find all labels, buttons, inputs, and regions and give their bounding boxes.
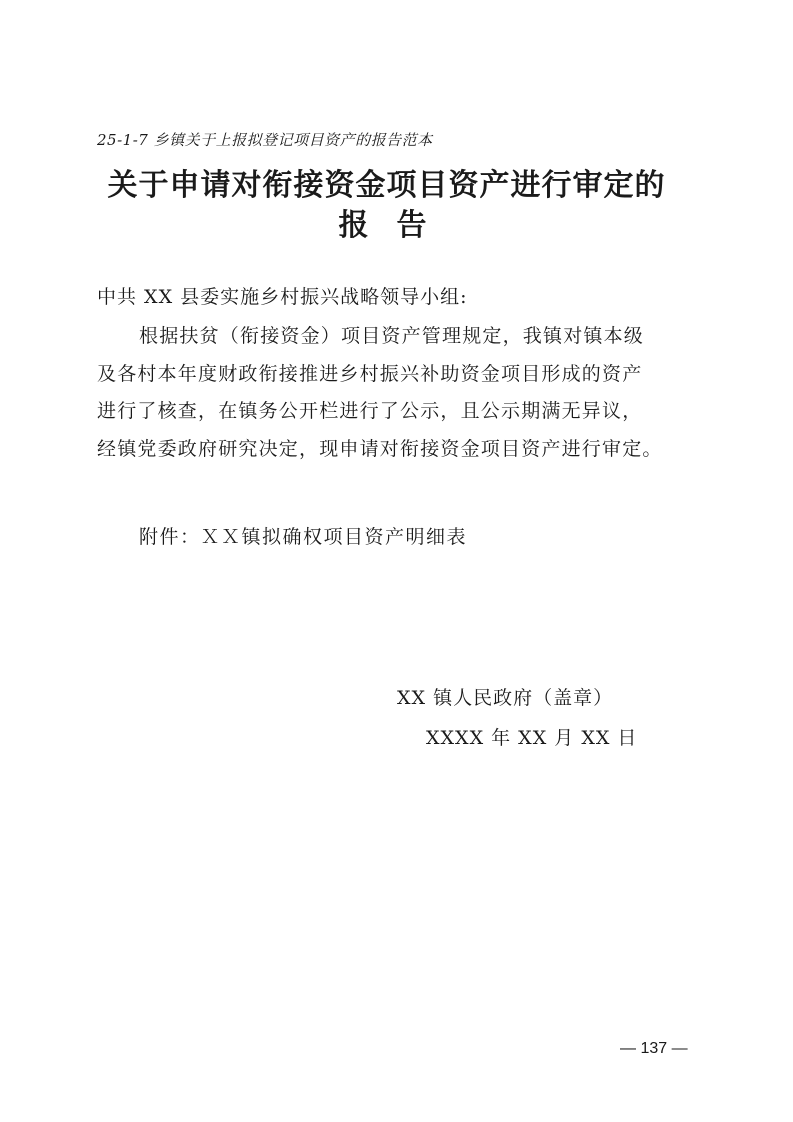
page-number: — 137 — [620,1040,688,1057]
signature-organization: XX 镇人民政府（盖章） [397,687,614,709]
body-line-3: 进行了核查，在镇务公开栏进行了公示，且公示期满无异议， [97,400,643,422]
signature-date: XXXX 年 XX 月 XX 日 [426,727,638,749]
section-label: 25-1-7 乡镇关于上报拟登记项目资产的报告范本 [97,131,433,149]
recipient-line: 中共 XX 县委实施乡村振兴战略领导小组: [97,286,468,308]
document-title-line-1: 关于申请对衔接资金项目资产进行审定的 [107,168,666,203]
body-line-4: 经镇党委政府研究决定，现申请对衔接资金项目资产进行审定。 [97,437,663,460]
body-line-2: 及各村本年度财政衔接推进乡村振兴补助资金项目形成的资产 [97,362,643,385]
body-paragraph [97,318,697,468]
document-title-line-2: 报告 [338,208,455,243]
body-line-1: 根据扶贫（衔接资金）项目资产管理规定，我镇对镇本级 [139,325,645,347]
attachment-line: 附件：ＸＸ镇拟确权项目资产明细表 [139,526,468,548]
